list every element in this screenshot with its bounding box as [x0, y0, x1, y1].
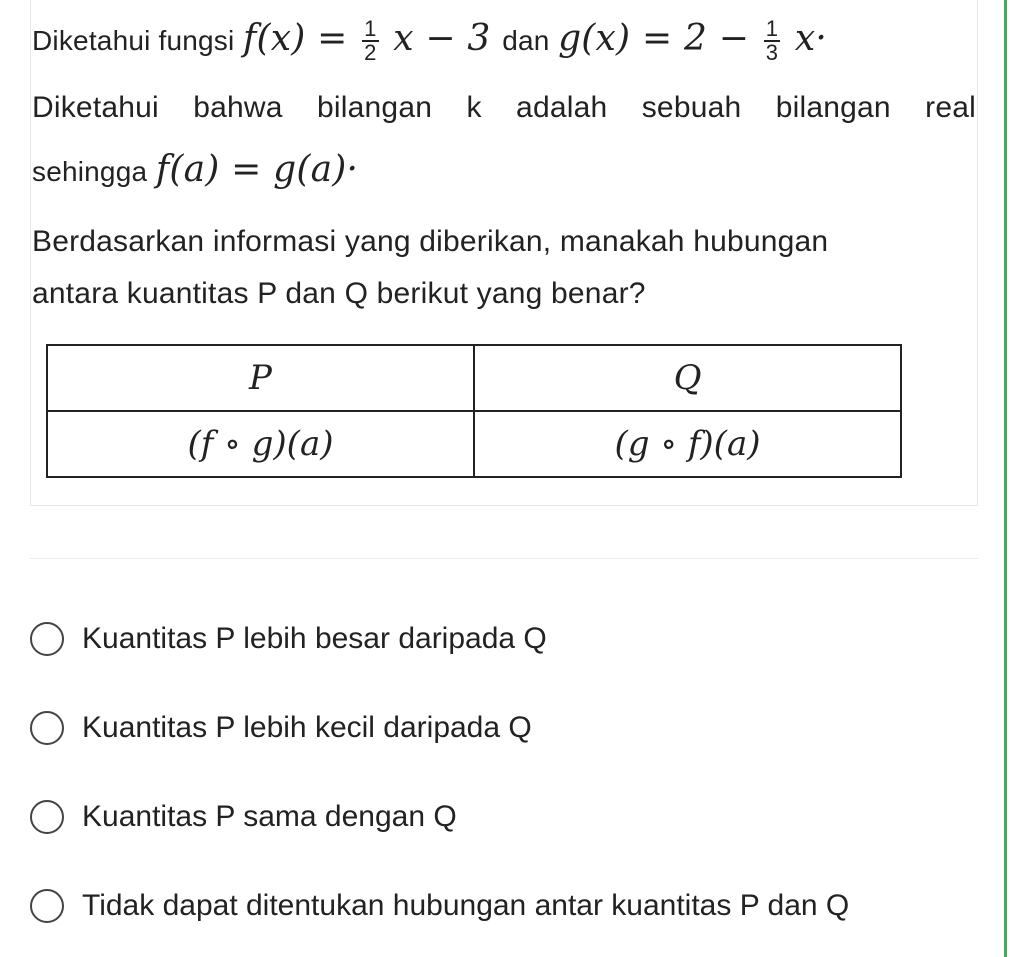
g-fraction: $\frac{1}{3}$	[765, 16, 779, 65]
value-q: (g ∘ f)(a)	[474, 411, 901, 477]
f-fraction: $\frac{1}{2}$	[364, 16, 377, 65]
section-divider	[30, 558, 978, 559]
equality-condition: f(a) = g(a)·	[155, 149, 359, 190]
option-b[interactable]	[30, 703, 532, 753]
header-q: Q	[474, 345, 901, 411]
radio-circle-icon[interactable]	[30, 622, 64, 656]
radio-circle-icon[interactable]	[30, 800, 64, 834]
quantity-table	[46, 344, 902, 478]
option-label: Kuantitas P sama dengan Q	[82, 800, 457, 833]
intro-text: Diketahui fungsi	[32, 25, 235, 56]
table-value-row	[47, 411, 901, 477]
g-definition: g(x) = 2 − $\frac{1}{3}$ x·	[558, 16, 827, 65]
question-line-3: sehingga f(a) = g(a)·	[32, 149, 359, 190]
prompt-line-1: Berdasarkan informasi yang diberikan, manakah hubungan	[32, 225, 829, 258]
option-label: Kuantitas P lebih besar daripada Q	[82, 622, 547, 655]
f-definition: f(x) = $\frac{1}{2}$ x − 3	[242, 16, 491, 65]
question-line-2: Diketahui bahwa bilangan k adalah sebuah bilangan real	[32, 91, 976, 124]
header-p: P	[47, 345, 474, 411]
question-line-1	[32, 18, 827, 64]
option-label: Kuantitas P lebih kecil daripada Q	[82, 711, 532, 744]
table-header-row	[47, 345, 901, 411]
option-a[interactable]	[30, 614, 547, 664]
conjunction-text: dan	[502, 25, 550, 56]
option-label: Tidak dapat ditentukan hubungan antar kuantitas P dan Q	[82, 889, 850, 922]
radio-circle-icon[interactable]	[30, 711, 64, 745]
value-p: (f ∘ g)(a)	[47, 411, 474, 477]
option-d[interactable]	[30, 881, 849, 931]
prompt-line-2: antara kuantitas P dan Q berikut yang benar?	[32, 277, 646, 310]
radio-circle-icon[interactable]	[30, 889, 64, 923]
card-right-border	[1004, 0, 1007, 957]
option-c[interactable]	[30, 792, 457, 842]
